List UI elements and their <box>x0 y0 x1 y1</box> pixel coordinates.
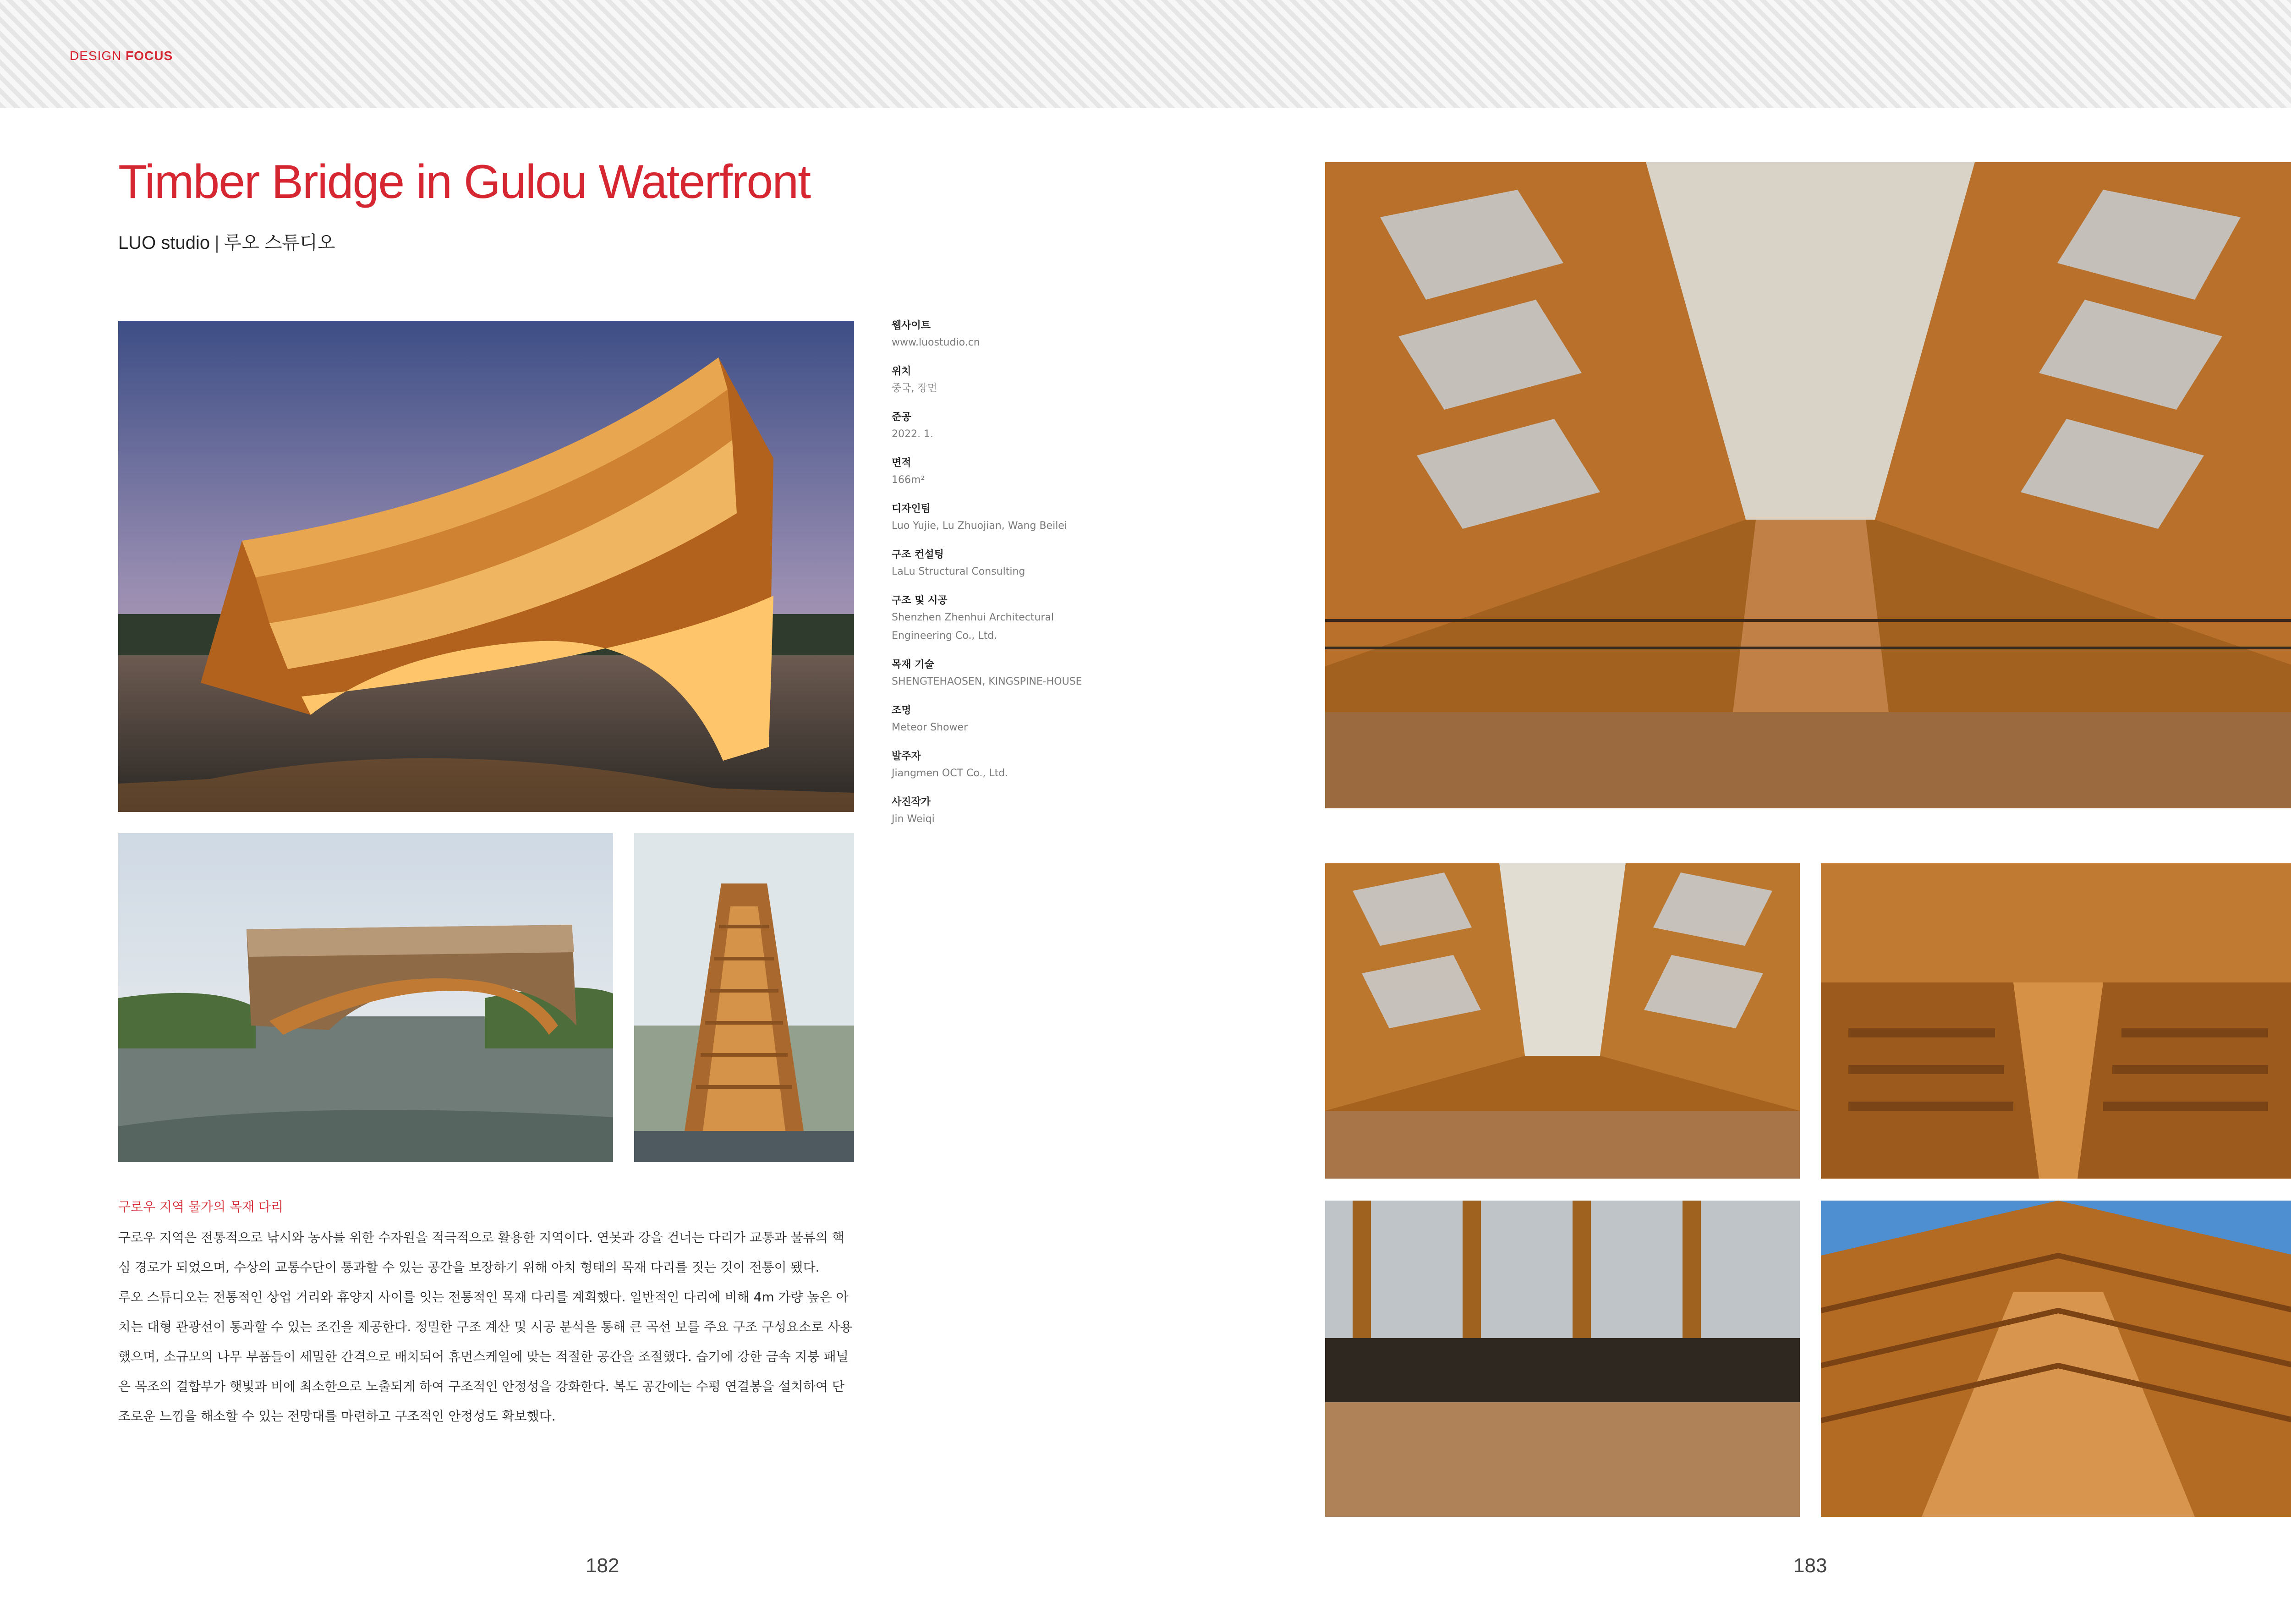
photo-interior-stairs <box>1325 162 2291 808</box>
photo-roof-frame <box>1821 1201 2291 1517</box>
body-paragraph: 루오 스튜디오는 전통적인 상업 거리와 휴양지 사이를 잇는 전통적인 목재 다리를 계획했다. 일반적인 다리에 비해 4m 가량 높은 아치는 대형 관광선이 통과할 수 있는 조건을 제공한다. 정밀한 구조 계산 및 시공 분석을 통해 큰 곡선 보를 주요 구조 구성요소로 사용했으며, 소규모의 나무 부품들이 세밀한 간격으로 배치되어 휴먼스케일에 맞는 적절한 공간을 조절했다. 습기에 강한 금속 지붕 패널은 목조의 결합부가 햇빛과 비에 최소한으로 노출되게 하여 구조적인 안정성을 강화한다. 복도 공간에는 수평 연결봉을 설치하여 단조로운 느낌을 해소할 수 있는 전망대를 마련하고 구조적인 안정성도 확보했다. <box>118 1289 853 1424</box>
info-item: 디자인팀 Luo Yujie, Lu Zhuojian, Wang Beilei <box>892 503 1067 532</box>
info-item: 발주자 Jiangmen OCT Co., Ltd. <box>892 751 1008 779</box>
body-paragraph: 구로우 지역은 전통적으로 낚시와 농사를 위한 수자원을 적극적으로 활용한 지역이다. 연못과 강을 건너는 다리가 교통과 물류의 핵심 경로가 되었으며, 수상의 교통수단이 통과할 수 있는 공간을 보장하기 위해 아치 형태의 목재 다리를 짓는 것이 전통이 됐다. <box>118 1230 844 1275</box>
author-en: LUO studio <box>118 233 210 253</box>
photo-bridge-dusk <box>118 321 854 812</box>
info-item: 웹사이트 www.luostudio.cn <box>892 320 980 348</box>
page-number-right: 183 <box>1793 1554 1827 1577</box>
info-item: 위치 중국, 장먼 <box>892 366 937 394</box>
photo-corridor-person <box>1325 863 1800 1179</box>
info-item: 면적 166m² <box>892 457 925 486</box>
info-item: 목재 기술 SHENGTEHAOSEN, KINGSPINE-HOUSE <box>892 659 1082 687</box>
photo-bridge-day <box>118 833 613 1162</box>
page-number-left: 182 <box>586 1554 619 1577</box>
author-ko: 루오 스튜디오 <box>224 233 335 253</box>
info-item: 구조 컨설팅 LaLu Structural Consulting <box>892 549 1025 577</box>
info-item: 사진작가 Jin Weiqi <box>892 796 935 825</box>
info-item: 준공 2022. 1. <box>892 411 933 440</box>
author-line <box>118 228 335 254</box>
info-item: 구조 및 시공 Shenzhen Zhenhui Architectural Engineering Co., Ltd. <box>892 595 1054 642</box>
project-info <box>892 318 1130 840</box>
section-tag: DESIGN FOCUS <box>70 49 173 63</box>
article-title: Timber Bridge in Gulou Waterfront <box>118 155 810 208</box>
author-separator: | <box>214 233 219 253</box>
body-subhead: 구로우 지역 물가의 목재 다리 <box>118 1199 284 1214</box>
photo-bridge-end <box>634 833 854 1162</box>
info-item: 조명 Meteor Shower <box>892 705 968 733</box>
body-text <box>118 1223 856 1431</box>
header-band <box>0 0 2291 108</box>
photo-benches <box>1821 863 2291 1179</box>
photo-walkway <box>1325 1201 1800 1517</box>
